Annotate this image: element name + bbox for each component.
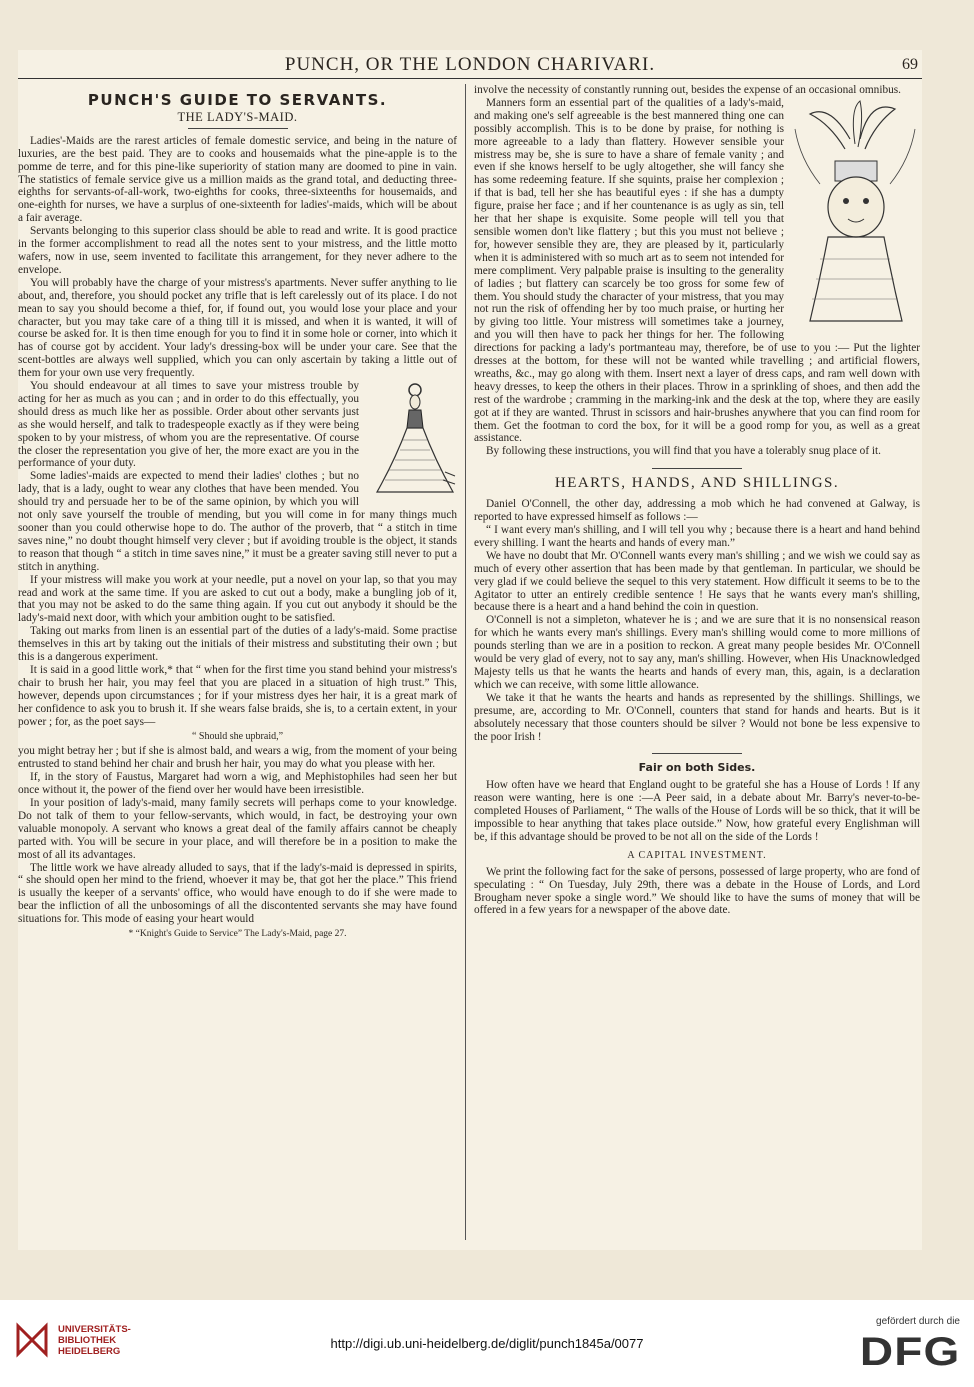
library-line: BIBLIOTHEK bbox=[58, 1335, 117, 1346]
paragraph: The little work we have already alluded to says, that if the lady's-maid is depressed in spirits, “ she should open her mind to the friend, whoever it may be, that got her the place.” This friend is usually the keeper of a servants' office, who would have enough to do if she were made to bear the infliction of all the unbosomings of all the discontented servants she may have found situations for. This mode of easing your heart would bbox=[18, 861, 457, 926]
paragraph: Some ladies'-maids are expected to mend their ladies' clothes ; but no lady, that is a lady, ought to wear any clothes that have been mended. You should try and persuade her to be of the same opinion, by which you will not only save yourself the trouble of mending, but you will come in for many things much sooner than you could otherwise hope to do. The author of the proverb, that “ a stitch in time saves nine,” no doubt thought himself very clever ; but if avoiding trouble is the object, it stands to reason that though “ a stitch in time saves nine,” it must be a greater saving still never to put a stitch in anything. bbox=[18, 470, 457, 573]
right-column bbox=[474, 84, 920, 917]
paragraph: you might betray her ; but if she is almost bald, and wears a wig, from the moment of your being entrusted to stand behind her chair and brush her hair, you may do what you please with her. bbox=[18, 745, 457, 771]
paragraph: We print the following fact for the sake of persons, possessed of large property, who are fond of speculating : “ On Tuesday, July 29th, there was a debate in the House of Lords, and Lord Brougham never spoke a single word.” We should like to have the sums of money that will be offered in a few years for a newspaper of the above date. bbox=[474, 865, 920, 917]
article-subheading: THE LADY'S-MAID. bbox=[177, 109, 298, 124]
paragraph: Servants belonging to this superior class should be able to read and write. It is good practice in the former accomplishment to read all the notes sent to your mistress, and the little motto wafers, now in use, seem invented to facilitate this arrangement, for they never adhere to the envelope. bbox=[18, 225, 457, 276]
paragraph: If your mistress will make you work at your needle, put a novel on your lap, so that you may read and work at the same time. If you are asked to cut out a body, make a bungling job of it, that you may not be asked to do the same thing again. If you cut out anybody it should be the lady's-maid next door, with which your ambition ought to be satisfied. bbox=[18, 573, 457, 625]
newspaper-page bbox=[18, 50, 922, 1250]
viewer-footer bbox=[0, 1300, 974, 1387]
paragraph: It is said in a good little work,* that “ when for the first time you stand behind your mistress's chair to brush her hair, you may feel that you are placed in a situation of high trust.” This, however, depends upon circumstances ; for if your mistress dyes her hair, it is a great mark of her confidence to ask you to brush it. If she wears false braids, she is, to a certain extent, in your power ; for, as the poet says— bbox=[18, 663, 457, 728]
funded-by-label: gefördert durch die bbox=[876, 1316, 960, 1327]
paragraph: If, in the story of Faustus, Margaret had worn a wig, and Mephistophiles had seen her but once without it, the power of the fiend over her would have been irresistible. bbox=[18, 771, 457, 797]
article-heading: Fair on both Sides. bbox=[638, 761, 756, 775]
header-rule bbox=[18, 78, 922, 79]
article-heading: HEARTS, HANDS, AND SHILLINGS. bbox=[554, 475, 840, 492]
paragraph: By following these instructions, you will find that you have a tolerably snug place of it. bbox=[486, 445, 882, 458]
paragraph: O'Connell is not a simpleton, whatever he is ; and we are sure that it is no nonsensical reason for which he wants every man's shillings. Every man's shilling would come to more millions of pounds sterling than we are in a position to reckon. A great many people besides Mr. O'Connell would be very glad of every, not to say any, man's shilling. However, when His Unacknowledged Majesty tells us that he wants the hearts and hands of every man, this, again, is a declaration which we can receive, with some little allowance. bbox=[474, 614, 920, 691]
paragraph: Ladies'-Maids are the rarest articles of female domestic service, and being in the nature of luxuries, are the best paid. They are to cooks and housemaids what the pine-apple is to the pomme de terre, and for this pine-like superiority of station many are doomed to pine in vain. The statistics of female service give us a million maids as the grand total, and deducting three-eighths for servants-of-all-work, two-eighths for cooks, three-sixteenths for housemaids, and one-eighth for nurses, we have a surplus of one-sixteenth for ladies'-maids, which will be about a fair average. bbox=[18, 134, 457, 225]
paragraph: How often have we heard that England ought to be grateful she has a House of Lords ! If any reason were wanting, here is one :—A Peer said, in a debate about Mr. Barry's never-to-be-completed Houses of Parliament, “ The walls of the House of Lords will be so thick, that it will be impossible to hear anything that takes place outside.” Now, how grateful every Englishman will be, if this advantage should be proved to be not all on the side of the Lords ! bbox=[474, 779, 920, 843]
paragraph: In your position of lady's-maid, many family secrets will perhaps come to your knowledge. Do not talk of them to your fellow-servants, which would, in fact, be destroying your own valuable monopoly. A servant who knows a great deal of the family affairs cannot be cheaply parted with. You will be secure in your place, and will therefore be in a position to make the most of all its advantages. bbox=[18, 797, 457, 861]
library-line: HEIDELBERG bbox=[58, 1346, 121, 1357]
paragraph: We take it that he wants the hearts and hands as represented by the shillings. Shillings, we presume, are, according to Mr. O'Connell, counters that stand for hands and hearts. But is it absolutely necessary that those counters should be silver ? Would not bone be less expensive to the poor Irish ! bbox=[474, 691, 920, 743]
face-cartoon-illustration bbox=[790, 99, 920, 329]
paragraph: You should endeavour at all times to save your mistress trouble by acting for her as much as you can ; and in order to do this effectually, you should dress as much like her as possible. Order about other servants just as she would herself, and talk to tradespeople exactly as if they were being spoken to by your mistress, of whom you are the representative. Of course the closer the representation you give of her, the more exact are you in the performance of your duty. bbox=[18, 380, 359, 470]
permalink-url[interactable]: http://digi.ub.uni-heidelberg.de/diglit/punch1845a/0077 bbox=[330, 1336, 644, 1351]
poem-quote: “ Should she upbraid,” bbox=[191, 730, 284, 742]
paragraph: We have no doubt that Mr. O'Connell wants every man's shilling ; and we wish we could say as much of every other assertion that has been made by that gentleman. In particular, we should be very glad if we could believe the sequel to this very statement. How difficult it seems to be to the Agitator to utter an entirely credible sentence ! He says that he wants every man's shilling, because there is a heart and a hand behind the coin in question. bbox=[474, 549, 920, 614]
short-rule bbox=[188, 128, 288, 129]
paragraph: Manners form an essential part of the qualities of a lady's-maid, and making one's self agreeable is the best mannered thing one can possibly accomplish. This is to be done by praise, for nothing is more agreeable to a lady than flattery. However sensible your mistress may be, she is sure to have a share of female vanity ; and even if she knows herself to be ugly altogether, she will fancy she has some redeeming feature. If she squints, praise her complexion ; if that is bad, tell her she has beautiful eyes : if she has a dumpty figure, praise her face ; and if her countenance is as ugly as sin, tell her that her shape is exquisite. Some people will tell you that sensible women don't like flattery ; but this you must not believe ; for, however sensible they are, they are pleased by it, particularly when it is administered with so much art as to seem not intended for mere compliment. Very palpable praise is insulting to the generality of ladies ; but flattery can scarcely be too gross for some few of them. You should study the character of your mistress, that you may not run the risk of offending her by too much praise, or hurting her by giving too little. Your mistress will sometimes take a journey, and you will then have to pack her things for her. The following directions for packing a lady's portmanteau may, therefore, be of use to you :— Put the lighter dresses at the bottom, for these will not be wanted while travelling ; and artificial flowers, wreaths, &c., may go along with them. Insert next a layer of dress caps, and ram well down with heavy dresses, to keep the others in their places. Throw in a sprinkling of shoes, and then add the rest of the wardrobe ; cramming in the marking-ink and the desk at the top, where they are easily got at if they are wanted. Thrust in scissors and hair-brushes anywhere that you can find room for them. Get the footman to cord the box, for it will be a good romp for you, as well as a great assistance. bbox=[474, 96, 920, 445]
article-heading: A CAPITAL INVESTMENT. bbox=[627, 849, 767, 861]
periodical-title: PUNCH, OR THE LONDON CHARIVARI. bbox=[284, 54, 656, 75]
page-number: 69 bbox=[902, 56, 918, 73]
section-rule bbox=[652, 468, 742, 469]
dfg-logo[interactable]: DFG bbox=[859, 1330, 960, 1374]
ladys-maid-illustration bbox=[365, 380, 457, 498]
footnote: * “Knight's Guide to Service” The Lady's-Maid, page 27. bbox=[128, 929, 347, 940]
left-column bbox=[18, 84, 457, 941]
library-line: UNIVERSITÄTS- bbox=[58, 1324, 131, 1335]
paragraph: “ I want every man's shilling, and I will tell you why ; because there is a heart and hand behind every shilling. I want the hearts and hands of every man.” bbox=[474, 524, 920, 549]
column-divider bbox=[465, 84, 466, 1240]
paragraph: Daniel O'Connell, the other day, addressing a mob which he had convened at Galway, is reported to have expressed himself as follows :— bbox=[474, 498, 920, 524]
section-rule bbox=[652, 753, 742, 754]
article-heading: PUNCH'S GUIDE TO SERVANTS. bbox=[87, 91, 388, 109]
paragraph: Taking out marks from linen is an essential part of the duties of a lady's-maid. Some practise themselves in this art by taking out the initials of their mistress and substituting their own ; but this is a dangerous experiment. bbox=[18, 625, 457, 664]
paragraph: You will probably have the charge of your mistress's apartments. Never suffer anything to lie about, and, therefore, you should pocket any trifle that is left carelessly out of its place. I do not mean to say you should become a thief, for, if found out, you would lose your place and your character, but you may take care of a thing till it is missed, and when it is wanted, it will of course be asked for. It is then time enough for you to find it in some hole or corner, into which it has of course got by accident. Your lady's dressing-box will be under your care. See that the scent-bottles are always well supplied, which you can only ascertain by taking a little out of them for your own use very frequently. bbox=[18, 276, 457, 380]
paragraph: involve the necessity of constantly running out, besides the expense of an occasional omnibus. bbox=[474, 84, 901, 96]
